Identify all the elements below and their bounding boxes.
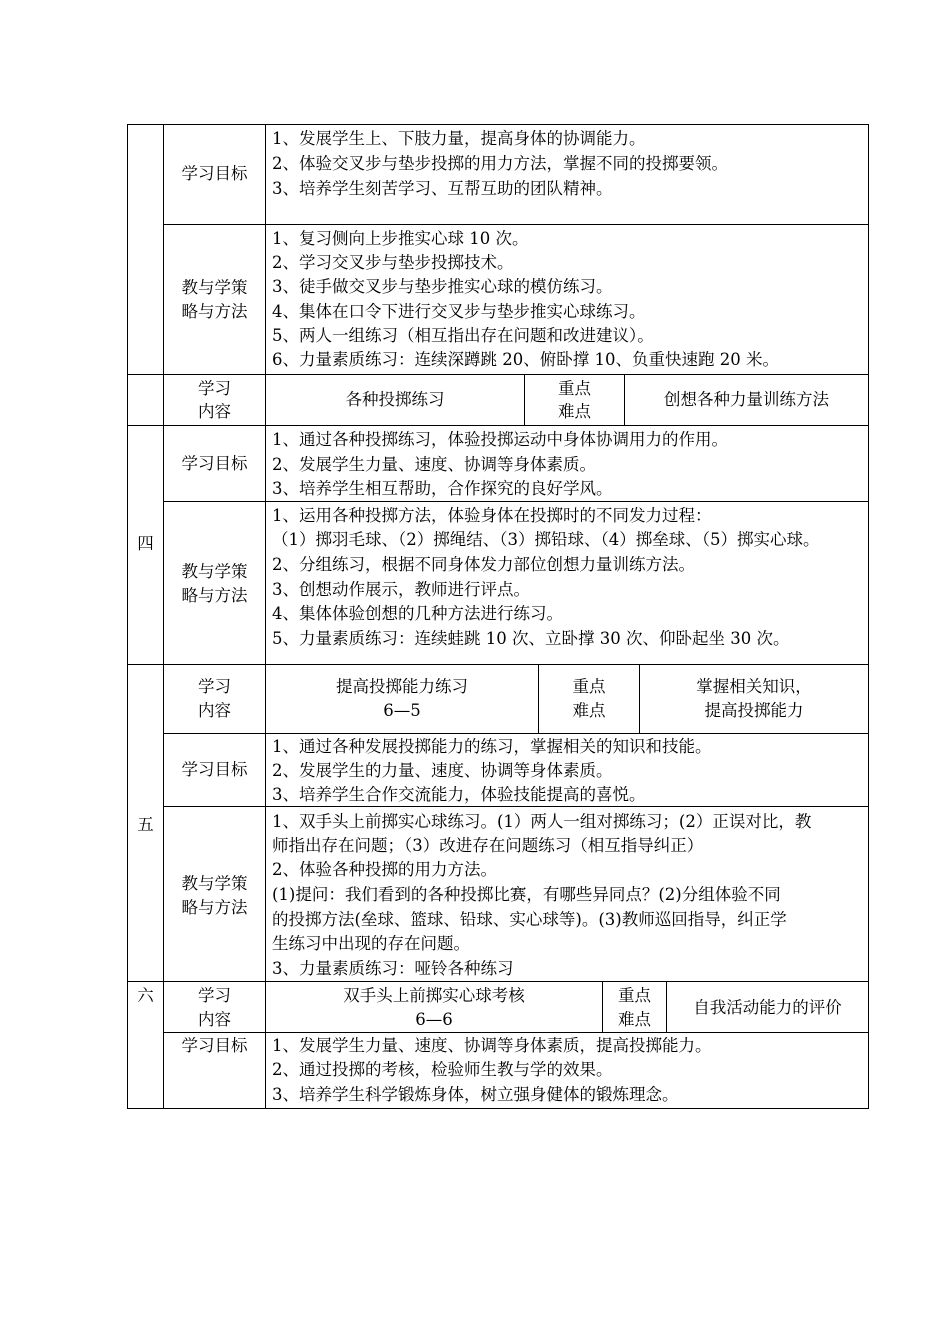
goal-line: 1、发展学生上、下肢力量，提高身体的协调能力。 xyxy=(272,129,646,148)
strategy-line: 3、徒手做交叉步与垫步推实心球的模仿练习。 xyxy=(272,277,613,296)
key-label: 难点 xyxy=(572,701,606,720)
key-point: 提高投掷能力 xyxy=(704,701,804,720)
strategy-label: 略与方法 xyxy=(181,898,248,917)
content-label: 内容 xyxy=(198,701,231,720)
goal-line: 1、通过各种发展投掷能力的练习，掌握相关的知识和技能。 xyxy=(272,737,712,756)
strategy-label: 教与学策 xyxy=(181,278,248,297)
strategy-line: 3、创想动作展示，教师进行评点。 xyxy=(272,580,530,599)
goal-line: 3、培养学生相互帮助，合作探究的良好学风。 xyxy=(272,479,613,498)
strategy-line: （1）掷羽毛球、（2）掷绳结、（3）掷铅球、（4）掷垒球、（5）掷实心球。 xyxy=(272,530,820,549)
key-label: 难点 xyxy=(618,1010,651,1029)
goal-line: 2、通过投掷的考核，检验师生教与学的效果。 xyxy=(272,1060,613,1079)
strategy-line: 4、集体体验创想的几种方法进行练习。 xyxy=(272,604,563,623)
goal-line: 2、发展学生力量、速度、协调等身体素质。 xyxy=(272,455,596,474)
key-point: 掌握相关知识， xyxy=(696,677,812,696)
content-label: 学习 xyxy=(198,379,231,398)
lesson-code: 6—5 xyxy=(383,701,421,720)
key-label: 重点 xyxy=(572,677,606,696)
strategy-line: 的投掷方法(垒球、篮球、铅球、实心球等)。(3)教师巡回指导，纠正学 xyxy=(272,910,787,929)
goal-label: 学习目标 xyxy=(181,1036,248,1055)
strategy-line: 6、力量素质练习：连续深蹲跳 20、俯卧撑 10、负重快速跑 20 米。 xyxy=(272,350,779,369)
lesson-number: 四 xyxy=(137,534,154,553)
strategy-line: 2、分组练习，根据不同身体发力部位创想力量训练方法。 xyxy=(272,555,695,574)
strategy-label: 教与学策 xyxy=(181,562,248,581)
strategy-line: 1、运用各种投掷方法，体验身体在投掷时的不同发力过程： xyxy=(272,506,712,525)
strategy-line: 3、力量素质练习：哑铃各种练习 xyxy=(272,959,514,978)
lesson-content: 双手头上前掷实心球考核 xyxy=(343,986,525,1005)
strategy-line: 师指出存在问题；（3）改进存在问题练习（相互指导纠正） xyxy=(272,836,704,855)
content-label: 学习 xyxy=(198,986,231,1005)
strategy-line: 2、体验各种投掷的用力方法。 xyxy=(272,860,497,879)
strategy-label: 略与方法 xyxy=(181,586,248,605)
goal-line: 3、培养学生合作交流能力，体验技能提高的喜悦。 xyxy=(272,785,646,804)
lesson-number: 六 xyxy=(137,986,154,1005)
content-label: 学习 xyxy=(198,677,231,696)
key-point: 自我活动能力的评价 xyxy=(693,998,842,1017)
goal-label: 学习目标 xyxy=(181,454,248,473)
lesson-number: 五 xyxy=(137,815,154,834)
lesson-code: 6—6 xyxy=(415,1010,453,1029)
content-label: 内容 xyxy=(198,402,231,421)
cell-header-number-4 xyxy=(127,374,164,426)
goal-line: 3、培养学生科学锻炼身体，树立强身健体的锻炼理念。 xyxy=(272,1085,679,1104)
strategy-line: 4、集体在口令下进行交叉步与垫步推实心球练习。 xyxy=(272,302,646,321)
strategy-label: 略与方法 xyxy=(181,302,248,321)
key-point: 创想各种力量训练方法 xyxy=(664,390,829,409)
strategy-line: 5、两人一组练习（相互指出存在问题和改进建议）。 xyxy=(272,326,654,345)
goal-line: 1、通过各种投掷练习，体验投掷运动中身体协调用力的作用。 xyxy=(272,430,728,449)
strategy-label: 教与学策 xyxy=(181,874,248,893)
strategy-line: (1)提问：我们看到的各种投掷比赛，有哪些异同点？(2)分组体验不同 xyxy=(272,885,781,904)
goal-line: 2、发展学生的力量、速度、协调等身体素质。 xyxy=(272,761,613,780)
strategy-line: 生练习中出现的存在问题。 xyxy=(272,934,470,953)
strategy-line: 1、双手头上前掷实心球练习。(1）两人一组对掷练习；(2）正误对比，教 xyxy=(272,812,812,831)
key-label: 重点 xyxy=(558,379,591,398)
goal-line: 1、发展学生力量、速度、协调等身体素质，提高投掷能力。 xyxy=(272,1036,712,1055)
key-label: 难点 xyxy=(558,402,591,421)
content-label: 内容 xyxy=(198,1010,231,1029)
goal-label: 学习目标 xyxy=(181,760,248,779)
goal-line: 3、培养学生刻苦学习、互帮互助的团队精神。 xyxy=(272,179,613,198)
lesson-content: 各种投掷练习 xyxy=(345,390,445,409)
cell-number-3 xyxy=(127,124,164,375)
strategy-line: 5、力量素质练习：连续蛙跳 10 次、立卧撑 30 次、仰卧起坐 30 次。 xyxy=(272,629,790,648)
key-label: 重点 xyxy=(618,986,651,1005)
strategy-line: 1、复习侧向上步推实心球 10 次。 xyxy=(272,229,529,248)
strategy-line: 2、学习交叉步与垫步投掷技术。 xyxy=(272,253,514,272)
lesson-content: 提高投掷能力练习 xyxy=(336,677,468,696)
goal-label: 学习目标 xyxy=(181,164,248,183)
goal-line: 2、体验交叉步与垫步投掷的用力方法，掌握不同的投掷要领。 xyxy=(272,154,728,173)
